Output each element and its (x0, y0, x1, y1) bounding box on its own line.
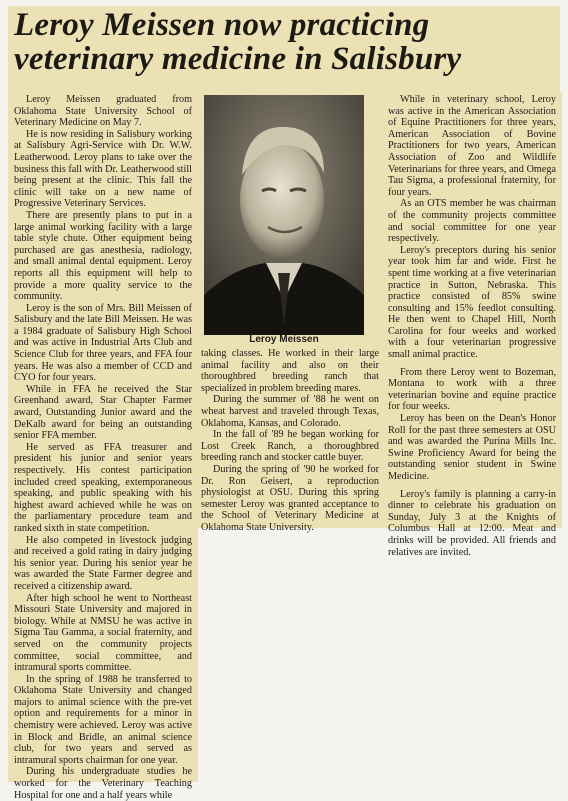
paragraph: During his undergraduate studies he worked for the Veterinary Teaching Hospital for one and a half years while (14, 766, 192, 801)
paragraph: Leroy Meissen graduated from Oklahoma State University School of Veterinary Medicine on May 7. (14, 94, 192, 129)
paragraph: From there Leroy went to Bozeman, Montana to work with a three veterinarian bovine and equine practice for four weeks. (388, 366, 556, 413)
paragraph: While in FFA he received the Star Greenhand award, Star Chapter Farmer award, Outstanding Junior award and the DeKalb award for being an outstanding senior FFA member. (14, 383, 192, 442)
paragraph: Leroy has been on the Dean's Honor Roll for the past three semesters at OSU and was awarded the Purina Mills Inc. Swine Proficiency Award for being the outstanding senior student in Swine Medicine. (388, 413, 556, 482)
paragraph: As an OTS member he was chairman of the community projects committee and social committee for one year respectively. (388, 198, 556, 245)
paragraph: taking classes. He worked in their large animal facility and also on their thoroughbred breeding ranch that specialized in problem breeding mares. (201, 348, 379, 394)
headline: Leroy Meissen now practicing veterinary medicine in Salisbury (14, 7, 462, 77)
paragraph: While in veterinary school, Leroy was active in the American Association of Equine Practitioners for three years, American Association of Bovine Practitioners for two years, American Association of Zoo and Wildlife Veterinarians for three years, and Omega Tau Sigma, a professional fraternity, for four years. (388, 94, 556, 198)
article-column-3 (388, 94, 556, 558)
portrait-photo (204, 95, 364, 335)
paragraph: He served as FFA treasurer and president his junior and senior years respectively. His contest participation included creed speaking, extemporaneous speaking, and public speaking with his highest award achieved while he was on the parliamentary procedure team and ranked sixth in state competition. (14, 441, 192, 534)
paragraph: In the fall of '89 he began working for Lost Creek Ranch, a thoroughbred breeding ranch and stocker cattle buyer. (201, 429, 379, 464)
portrait-image (204, 95, 364, 335)
paragraph: Leroy is the son of Mrs. Bill Meissen of Salisbury and the late Bill Meissen. He was a 1984 graduate of Salisbury High School and was active in Industrial Arts Club and Science Club for three years, and FFA four years. He was also a member of CCD and CYO for four years. (14, 302, 192, 384)
paragraph: In the spring of 1988 he transferred to Oklahoma State University and changed majors to animal science with the pre-vet option and requirements for a minor in chemistry were achieved. Leroy was active in Block and Bridle, an animal science club, for two years and served as intramural sports chairman for one year. (14, 673, 192, 766)
paragraph: During the spring of '90 he worked for Dr. Ron Geisert, a reproduction physiologist at OSU. During this spring semester Leroy was granted acceptance to the School of Veterinary Medicine at Oklahoma State University. (201, 463, 379, 533)
paragraph: During the summer of '88 he went on wheat harvest and traveled through Texas, Oklahoma, Kansas, and Colorado. (201, 394, 379, 429)
article-column-1 (14, 94, 192, 801)
paragraph: Leroy's preceptors during his senior year took him far and wide. First he spent time working at a five veterinarian practice in Sutton, Nebraska. This practice consisted of 85% swine consulting and 15% feedlot consulting. He then went to Chapel Hill, North Carolina for four weeks and worked with a four veterinarian progressive small animal practice. (388, 244, 556, 361)
paragraph: He also competed in livestock judging and received a gold rating in dairy judging his senior year. During his senior year he was awarded the State Farmer degree and received a citizenship award. (14, 534, 192, 592)
paragraph: There are presently plans to put in a large animal working facility with a large table style chute. Other equipment being purchased are gas anesthesia, radiology, and small animal dental equipment. Leroy reports all this equipment will help to provide a more quality service to the community. (14, 209, 192, 303)
paragraph: Leroy's family is planning a carry-in dinner to celebrate his graduation on Sunday, July 3 at the Knights of Columbus Hall at 12:00. Meat and drinks will be provided. All friends and relatives are invited. (388, 488, 556, 558)
photo-caption: Leroy Meissen (249, 334, 319, 345)
paragraph: After high school he went to Northeast Missouri State University and majored in biology. While at NMSU he was active in Sigma Tau Gamma, a social fraternity, and served on the community projects committee, social committee, and intramural sports committee. (14, 592, 192, 674)
article-column-2 (201, 348, 379, 534)
paragraph: He is now residing in Salisbury working at Salisbury Agri-Service with Dr. W.W. Leatherwood. Leroy plans to take over the business this fall with Dr. Leatherwood still being present at the clinic. This fall the clinic will take on a new name of Progressive Veterinary Services. (14, 128, 192, 210)
